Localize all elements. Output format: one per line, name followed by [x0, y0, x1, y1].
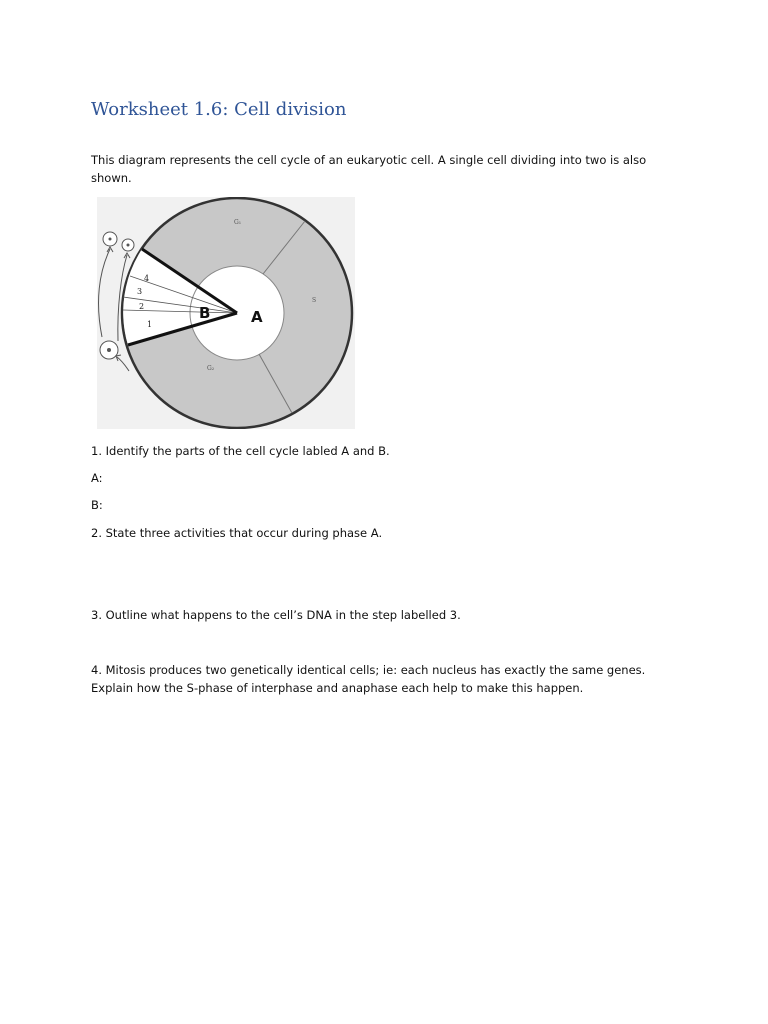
- question-2: 2. State three activities that occur during phase A.: [91, 526, 383, 540]
- label-a: A: [251, 308, 263, 326]
- cell-cycle-diagram: [97, 197, 355, 429]
- step-label-3: 3: [137, 287, 143, 296]
- daughter-cell-2-nucleus: [127, 244, 130, 247]
- question-3: 3. Outline what happens to the cell’s DNA in the step labelled 3.: [91, 608, 461, 622]
- phase-label-g1: G₁: [234, 219, 242, 226]
- question-1: 1. Identify the parts of the cell cycle labled A and B.: [91, 444, 390, 458]
- step-label-4: 4: [144, 274, 150, 283]
- answer-a-label: A:: [91, 471, 103, 485]
- page-title: Worksheet 1.6: Cell division: [91, 99, 347, 120]
- answer-b-label: B:: [91, 498, 103, 512]
- step-label-1: 1: [147, 320, 153, 329]
- label-b: B: [199, 304, 211, 322]
- phase-label-g2: G₂: [207, 365, 215, 372]
- question-4: 4. Mitosis produces two genetically identical cells; ie: each nucleus has exactly the same genes. Explain how the S-phase of interphase and anaphase each help to make this happen.: [91, 663, 646, 695]
- phase-label-s: S: [312, 297, 317, 304]
- intro-paragraph: This diagram represents the cell cycle of an eukaryotic cell. A single cell dividing into two is also shown.: [91, 153, 647, 185]
- step-label-2: 2: [139, 302, 145, 311]
- daughter-cell-1-nucleus: [109, 238, 112, 241]
- parent-cell-nucleus: [107, 348, 111, 352]
